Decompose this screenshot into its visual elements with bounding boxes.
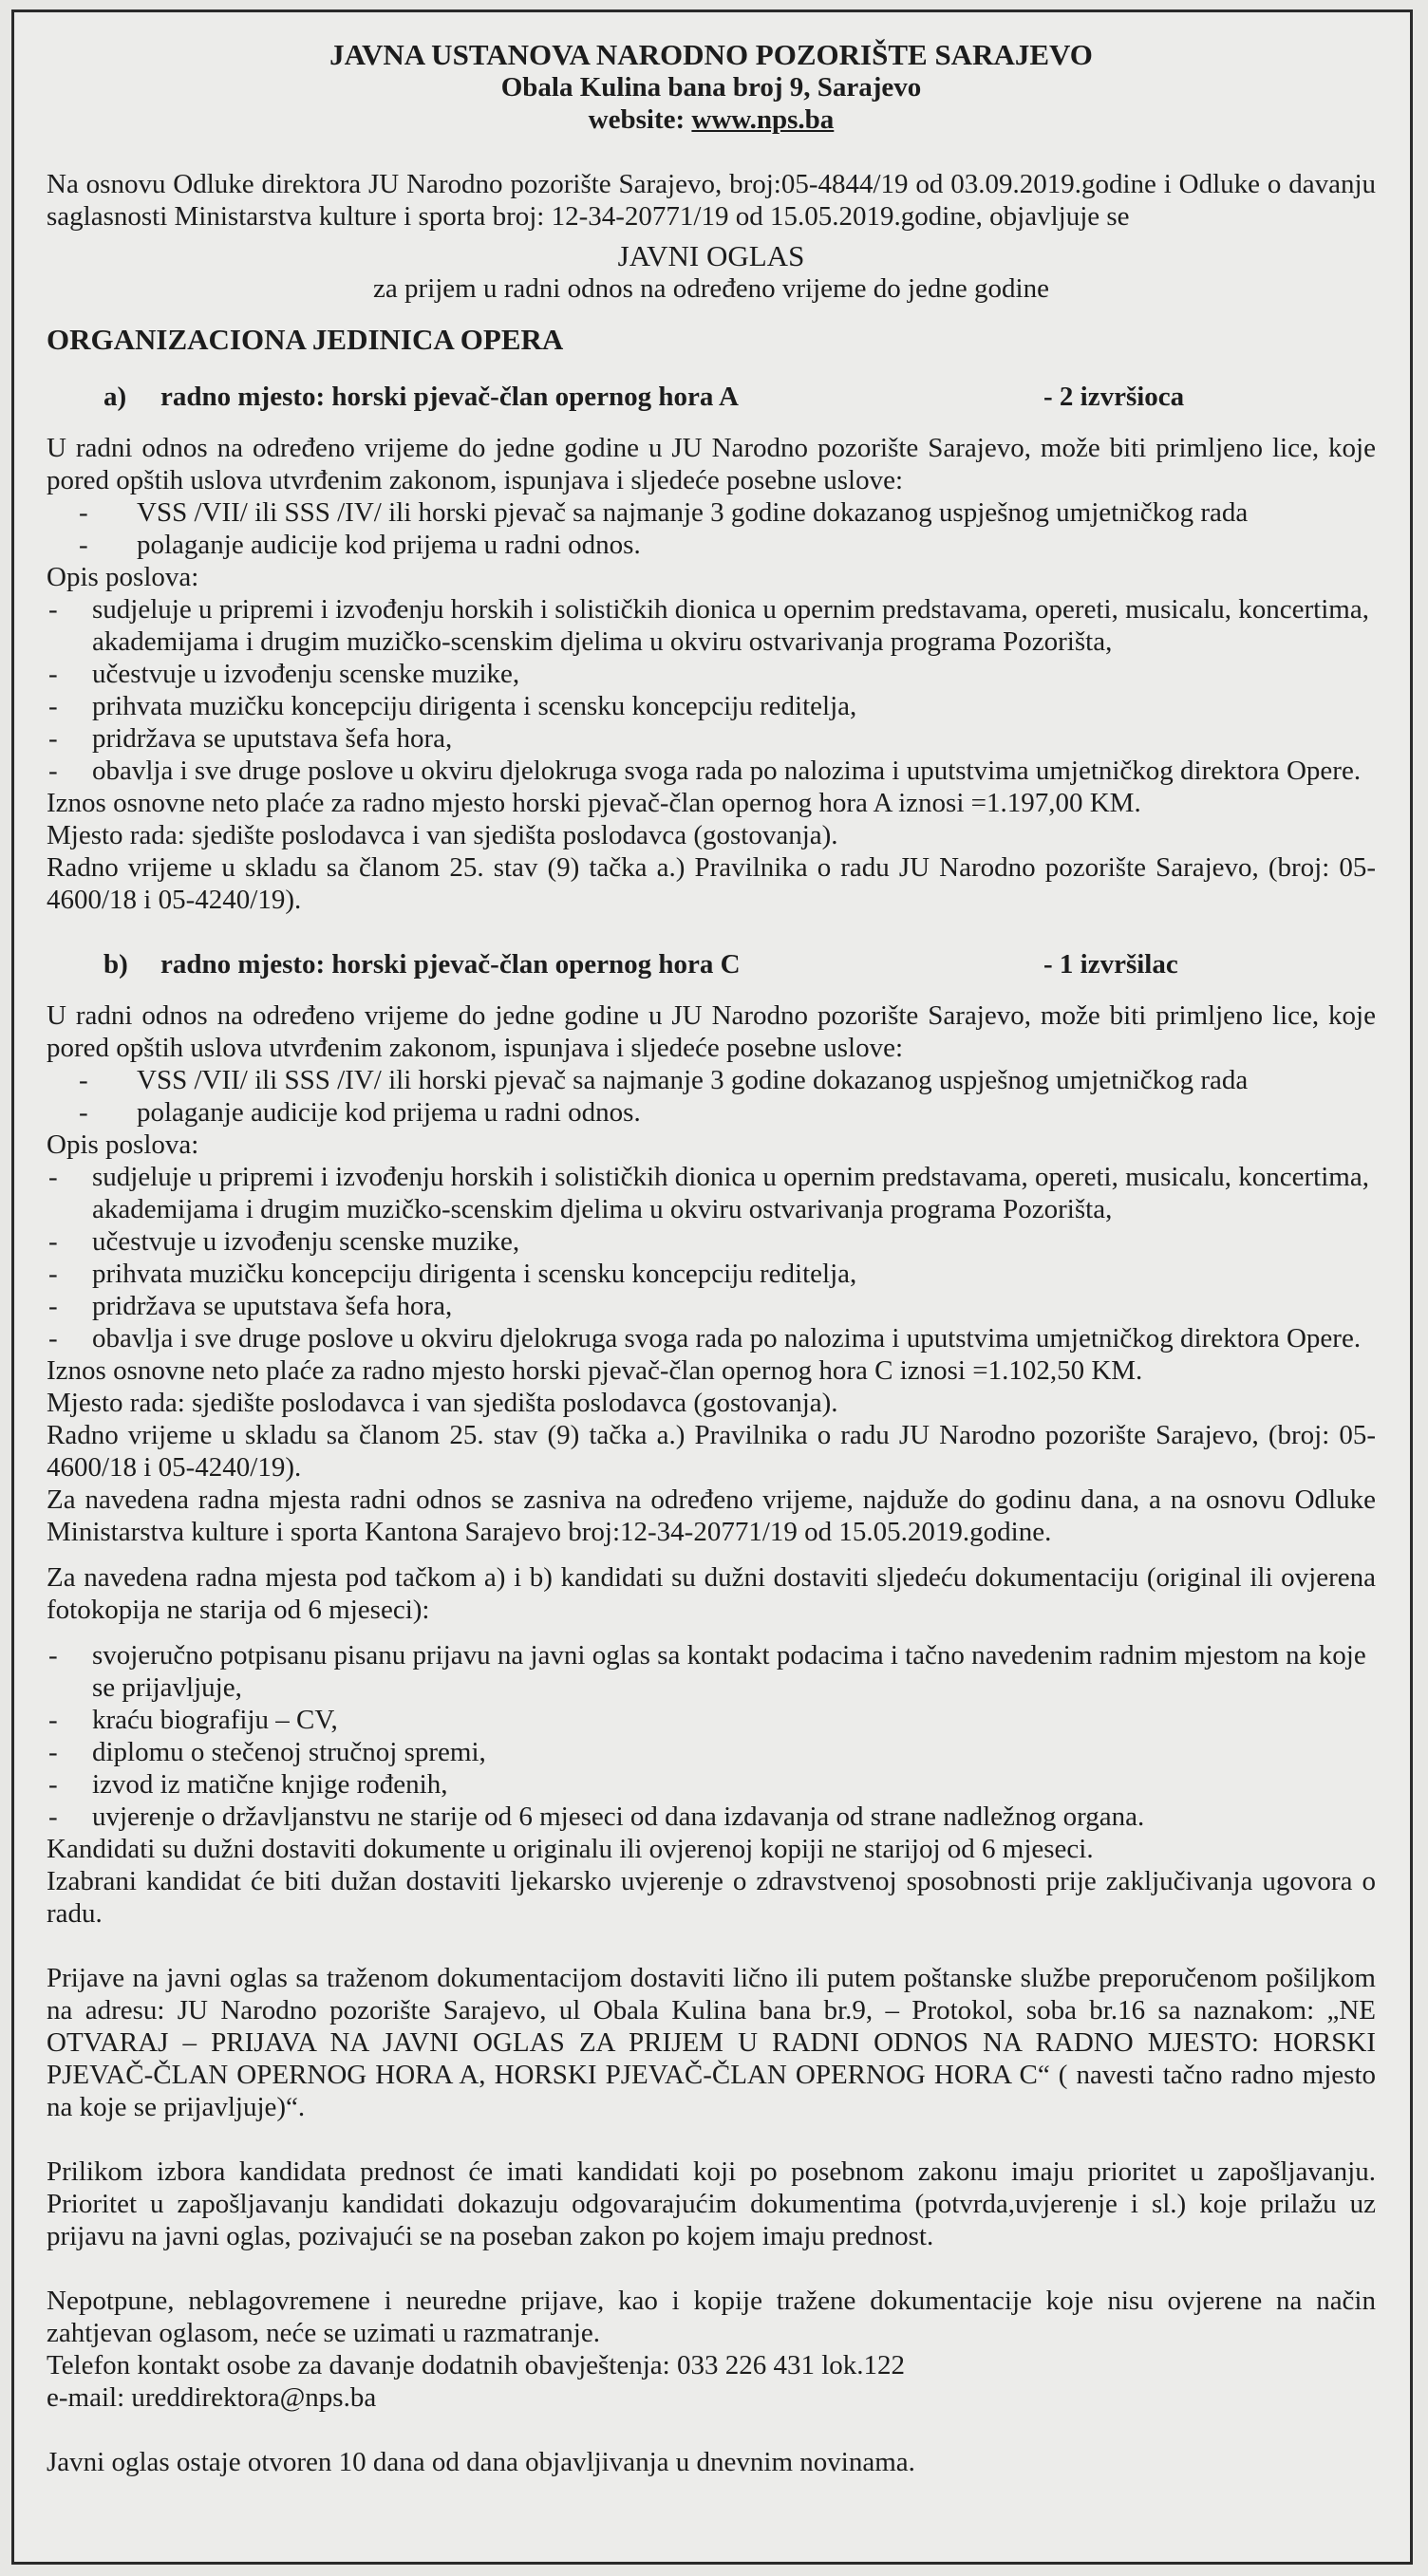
closing-line: Javni oglas ostaje otvoren 10 dana od dana objavljivanja u dnevnim novinama. [47, 2447, 915, 2477]
email-line[interactable]: e-mail: ureddirektora@nps.ba [47, 2382, 377, 2413]
phone-line: Telefon kontakt osobe za davanje dodatnih obavještenja: 033 226 431 lok.122 [47, 2350, 905, 2380]
incomplete-paragraph: Nepotpune, neblagovremene i neuredne prijave, kao i kopije tražene dokumentacije koje nisu ovjerene na način zahtjevan oglasom, neće se uzimati u razmatranje. [47, 2286, 1376, 2348]
institution-address: Obala Kulina bana broj 9, Sarajevo [500, 72, 922, 103]
duties-label: Opis poslova: [47, 562, 199, 592]
list-item: - sudjeluje u pripremi i izvođenju horskih i solističkih dionica u opernim predstavama, opereti, musicalu, koncertima, akademijama i drugim muzičko-scenskim djelima u okviru ostvarivanja programa Pozorišta, [47, 593, 1376, 658]
conditions-list [47, 496, 1376, 561]
medical-paragraph: Izabrani kandidat će biti dužan dostaviti ljekarsko uvjerenje o zdravstvenoj sposobnosti prije zaključivanja ugovora o radu. [47, 1866, 1376, 1929]
position-intro: U radni odnos na određeno vrijeme do jedne godine u JU Narodno pozorište Sarajevo, može biti primljeno lice, koje pored opštih uslova utvrđenim zakonom, ispunjava i sljedeće posebne uslove: [47, 433, 1376, 495]
website-link[interactable]: www.nps.ba [691, 104, 835, 135]
submission-paragraph: Prijave na javni oglas sa traženom dokumentacijom dostaviti lično ili putem poštanske službe preporučenom pošiljkom na adresu: JU Narodno pozorište Sarajevo, ul Obala Kulina bana br.9, – Protokol, soba br.16 sa naznakom: „NE OTVARAJ – PRIJAVA NA JAVNI OGLAS ZA PRIJEM U RADNI ODNOS NA RADNO MJESTO: HORSKI PJEVAČ-ČLAN OPERNOG HORA A, HORSKI PJEVAČ-ČLAN OPERNOG HORA C“ ( navesti tačno radno mjesto na koje se prijavljuje)“. [47, 1963, 1376, 2122]
list-item: - izvod iz matične knjige rođenih, [47, 1768, 1376, 1801]
location-line: Mjesto rada: sjedište poslodavca i van sjedišta poslodavca (gostovanja). [47, 1388, 838, 1418]
list-item: - polaganje audicije kod prijema u radni odnos. [47, 529, 1376, 561]
location-line: Mjesto rada: sjedište poslodavca i van sjedišta poslodavca (gostovanja). [47, 820, 838, 850]
list-item: - učestvuje u izvođenju scenske muzike, [47, 658, 1376, 690]
list-item: - uvjerenje o državljanstvu ne starije od 6 mjeseci od dana izdavanja od strane nadležnog organa. [47, 1801, 1376, 1833]
duties-list [47, 1161, 1376, 1354]
list-item: - učestvuje u izvođenju scenske muzike, [47, 1225, 1376, 1258]
website-line [47, 103, 1376, 136]
position-title: radno mjesto: horski pjevač-član opernog hora A [160, 382, 739, 412]
documents-note: Kandidati su dužni dostaviti dokumente u originalu ili ovjerenoj kopiji ne starijoj od 6 mjeseci. [47, 1834, 1094, 1864]
list-item: - diplomu o stečenoj stručnoj spremi, [47, 1736, 1376, 1768]
duties-list [47, 593, 1376, 787]
position-count: - 1 izvršilac [1043, 949, 1178, 980]
notice-page [11, 9, 1413, 2565]
list-item: - pridržava se uputstava šefa hora, [47, 1290, 1376, 1322]
list-item: - prihvata muzičku koncepciju dirigenta i scensku koncepciju reditelja, [47, 690, 1376, 722]
list-item: - svojeručno potpisanu pisanu prijavu na javni oglas sa kontakt podacima i tačno navedenim radnim mjestom na koje se prijavljuje, [47, 1639, 1376, 1704]
notice-header [47, 39, 1376, 136]
list-item: - kraću biografiju – CV, [47, 1704, 1376, 1736]
position-b [47, 948, 1376, 1484]
organizational-unit: ORGANIZACIONA JEDINICA OPERA [47, 323, 564, 356]
list-item: - obavlja i sve druge poslove u okviru djelokruga svoga rada po nalozima i uputstvima umjetničkog direktora Opere. [47, 1322, 1376, 1354]
position-heading [47, 948, 1376, 980]
list-item: - VSS /VII/ ili SSS /IV/ ili horski pjevač sa najmanje 3 godine dokazanog uspješnog umjetničkog rada [47, 496, 1376, 529]
list-item: - polaganje audicije kod prijema u radni odnos. [47, 1096, 1376, 1129]
worktime-line: Radno vrijeme u skladu sa članom 25. stav (9) tačka a.) Pravilnika o radu JU Narodno pozorište Sarajevo, (broj: 05-4600/18 i 05-4240/19). [47, 852, 1376, 915]
list-item: - pridržava se uputstava šefa hora, [47, 722, 1376, 755]
position-a [47, 381, 1376, 916]
website-label: website: [588, 104, 686, 135]
documents-list [47, 1639, 1376, 1833]
priority-paragraph: Prilikom izbora kandidata prednost će imati kandidati koji po posebnom zakonu imaju prioritet u zapošljavanju. Prioritet u zapošljavanju kandidati dokazuju odgovarajućim dokumentima (potvrda,uvjerenje i sl.) koje prilažu uz prijavu na javni oglas, pozivajući se na poseban zakon po kojem imaju prednost. [47, 2156, 1376, 2251]
salary-line: Iznos osnovne neto plaće za radno mjesto horski pjevač-član opernog hora A iznosi =1.197,00 KM. [47, 788, 1141, 818]
notice-content [47, 39, 1376, 2478]
intro-paragraph: Na osnovu Odluke direktora JU Narodno pozorište Sarajevo, broj:05-4844/19 od 03.09.2019.godine i Odluke o davanju saglasnosti Ministarstva kulture i sporta broj: 12-34-20771/19 od 15.05.2019.godine, objavljuje se [47, 169, 1376, 232]
position-heading [47, 381, 1376, 413]
position-count: - 2 izvršioca [1043, 382, 1185, 412]
position-letter: b) [103, 949, 128, 980]
institution-name: JAVNA USTANOVA NARODNO POZORIŠTE SARAJEVO [329, 38, 1093, 71]
salary-line: Iznos osnovne neto plaće za radno mjesto horski pjevač-član opernog hora C iznosi =1.102,50 KM. [47, 1355, 1143, 1386]
list-item: - sudjeluje u pripremi i izvođenju horskih i solističkih dionica u opernim predstavama, opereti, musicalu, koncertima, akademijama i drugim muzičko-scenskim djelima u okviru ostvarivanja programa Pozorišta, [47, 1161, 1376, 1225]
conditions-list [47, 1064, 1376, 1129]
position-title: radno mjesto: horski pjevač-član opernog hora C [160, 949, 741, 980]
oglas-title: JAVNI OGLAS [617, 239, 805, 272]
list-item: - prihvata muzičku koncepciju dirigenta i scensku koncepciju reditelja, [47, 1258, 1376, 1290]
documents-intro: Za navedena radna mjesta pod tačkom a) i b) kandidati su dužni dostaviti sljedeću dokumentaciju (original ili ovjerena fotokopija ne starija od 6 mjeseci): [47, 1562, 1376, 1625]
duties-label: Opis poslova: [47, 1129, 199, 1160]
position-letter: a) [103, 382, 127, 412]
list-item: - obavlja i sve druge poslove u okviru djelokruga svoga rada po nalozima i uputstvima umjetničkog direktora Opere. [47, 755, 1376, 787]
basis-paragraph: Za navedena radna mjesta radni odnos se zasniva na određeno vrijeme, najduže do godinu dana, a na osnovu Odluke Ministarstva kulture i sporta Kantona Sarajevo broj:12-34-20771/19 od 15.05.2019.godine. [47, 1484, 1376, 1547]
oglas-subtitle: za prijem u radni odnos na određeno vrijeme do jedne godine [373, 273, 1049, 304]
list-item: - VSS /VII/ ili SSS /IV/ ili horski pjevač sa najmanje 3 godine dokazanog uspješnog umjetničkog rada [47, 1064, 1376, 1096]
position-intro: U radni odnos na određeno vrijeme do jedne godine u JU Narodno pozorište Sarajevo, može biti primljeno lice, koje pored opštih uslova utvrđenim zakonom, ispunjava i sljedeće posebne uslove: [47, 1000, 1376, 1063]
worktime-line: Radno vrijeme u skladu sa članom 25. stav (9) tačka a.) Pravilnika o radu JU Narodno pozorište Sarajevo, (broj: 05-4600/18 i 05-4240/19). [47, 1420, 1376, 1483]
